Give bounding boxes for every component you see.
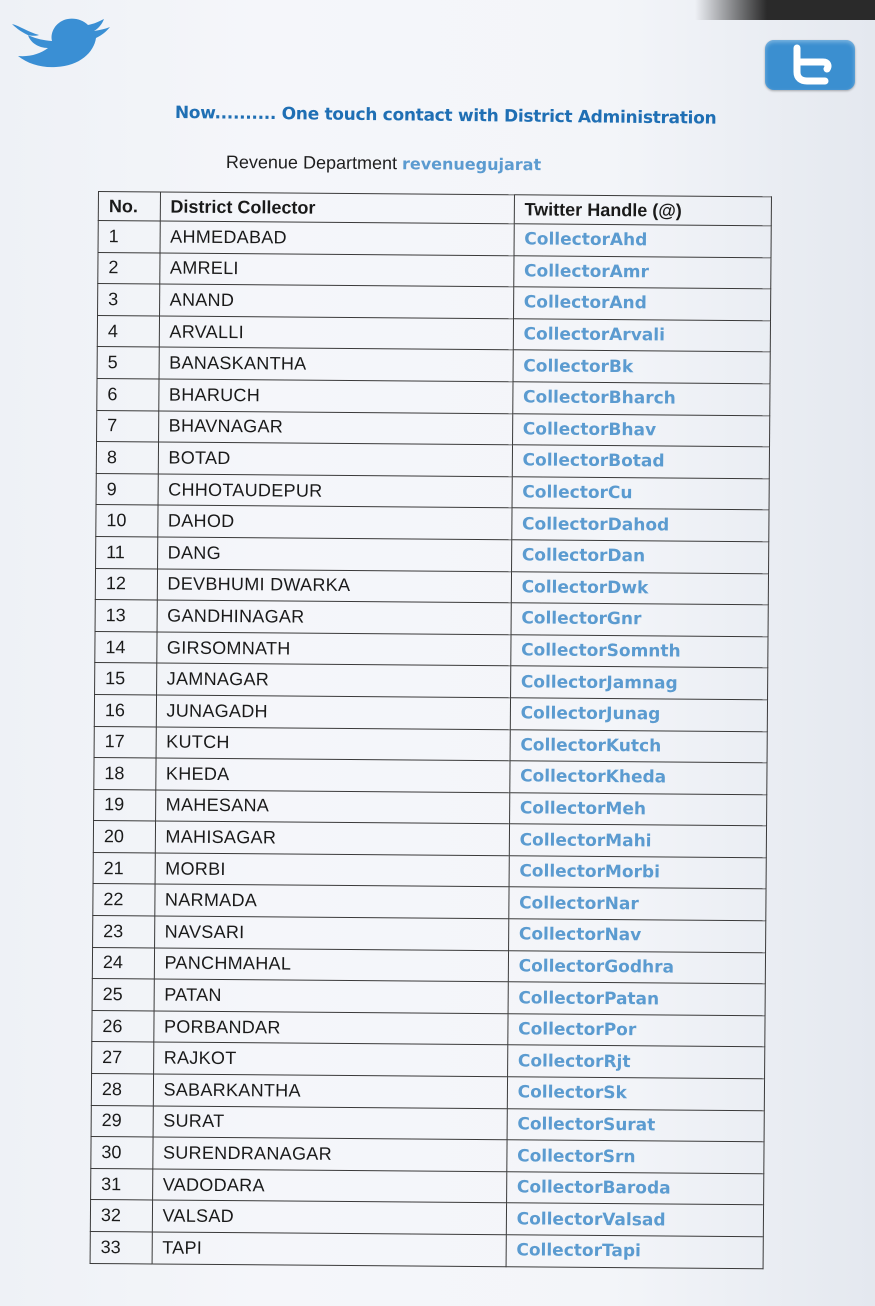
twitter-handle: CollectorAmr <box>513 255 771 289</box>
twitter-handle: CollectorSk <box>507 1077 765 1111</box>
district-name: MAHESANA <box>155 790 509 824</box>
table-row <box>97 378 770 415</box>
table-row <box>94 789 767 826</box>
district-name: MAHISAGAR <box>155 821 509 855</box>
district-name: KUTCH <box>156 726 510 760</box>
district-name: TAPI <box>152 1232 506 1266</box>
twitter-handle: CollectorBk <box>513 350 771 384</box>
column-header-handle: Twitter Handle (@) <box>514 195 772 226</box>
row-number: 8 <box>96 442 158 474</box>
collector-table <box>90 191 772 1269</box>
district-name: DEVBHUMI DWARKA <box>157 569 511 603</box>
row-number: 6 <box>97 378 159 410</box>
twitter-handle: CollectorGodhra <box>508 950 766 984</box>
department-line <box>226 152 541 175</box>
district-name: BOTAD <box>158 442 512 476</box>
twitter-handle: CollectorMahi <box>509 824 767 858</box>
district-name: ARVALLI <box>159 316 513 350</box>
twitter-handle: CollectorMorbi <box>509 856 767 890</box>
table-row <box>96 505 769 542</box>
row-number: 16 <box>94 694 156 726</box>
twitter-handle: CollectorSrn <box>507 1140 765 1174</box>
table-row <box>91 1137 764 1174</box>
photo-background-edge <box>695 0 875 20</box>
row-number: 3 <box>98 284 160 316</box>
twitter-handle: CollectorDwk <box>511 571 769 605</box>
district-name: JAMNAGAR <box>156 663 510 697</box>
page-title: Now.......... One touch contact with District Administration <box>174 103 717 129</box>
row-number: 21 <box>93 852 155 884</box>
twitter-handle: CollectorPor <box>508 1014 766 1048</box>
twitter-handle: CollectorBaroda <box>506 1172 764 1206</box>
table-row <box>96 442 769 479</box>
twitter-handle: CollectorPatan <box>508 982 766 1016</box>
table-row <box>98 252 771 289</box>
row-number: 9 <box>96 473 158 505</box>
district-name: BHARUCH <box>158 379 512 413</box>
district-name: GANDHINAGAR <box>157 600 511 634</box>
table-row <box>92 1042 765 1079</box>
table-row <box>96 536 769 573</box>
twitter-handle: CollectorDan <box>511 540 769 574</box>
row-number: 27 <box>92 1042 154 1074</box>
table-row <box>93 916 766 953</box>
row-number: 15 <box>95 663 157 695</box>
district-name: VADODARA <box>152 1169 506 1203</box>
district-name: DANG <box>157 537 511 571</box>
district-name: KHEDA <box>155 758 509 792</box>
district-name: VALSAD <box>152 1200 506 1234</box>
column-header-district: District Collector <box>160 192 514 224</box>
table-row <box>95 600 768 637</box>
twitter-handle: CollectorSomnth <box>510 634 768 668</box>
row-number: 20 <box>93 821 155 853</box>
table-row <box>93 884 766 921</box>
row-number: 23 <box>93 916 155 948</box>
twitter-handle: CollectorDahod <box>511 508 769 542</box>
row-number: 14 <box>95 631 157 663</box>
table-row <box>91 1105 764 1142</box>
district-name: CHHOTAUDEPUR <box>158 474 512 508</box>
row-number: 17 <box>94 726 156 758</box>
district-name: NAVSARI <box>154 916 508 950</box>
district-name: GIRSOMNATH <box>156 632 510 666</box>
row-number: 32 <box>90 1200 152 1232</box>
row-number: 10 <box>96 505 158 537</box>
twitter-handle: CollectorBhav <box>512 413 770 447</box>
district-name: PANCHMAHAL <box>154 948 508 982</box>
row-number: 2 <box>98 252 160 284</box>
table-row <box>95 568 768 605</box>
twitter-handle: CollectorBotad <box>512 445 770 479</box>
district-name: PATAN <box>154 979 508 1013</box>
district-name: BHAVNAGAR <box>158 411 512 445</box>
row-number: 12 <box>95 568 157 600</box>
district-name: NARMADA <box>154 884 508 918</box>
twitter-handle: CollectorTapi <box>506 1235 764 1269</box>
row-number: 19 <box>94 789 156 821</box>
table-row <box>94 758 767 795</box>
table-row <box>93 821 766 858</box>
row-number: 7 <box>97 410 159 442</box>
collector-table-container <box>90 191 772 1269</box>
table-row <box>90 1200 763 1237</box>
twitter-handle: CollectorGnr <box>511 603 769 637</box>
district-name: BANASKANTHA <box>159 347 513 381</box>
district-name: JUNAGADH <box>156 695 510 729</box>
twitter-handle: CollectorArvali <box>513 319 771 353</box>
row-number: 4 <box>97 315 159 347</box>
twitter-handle: CollectorKheda <box>509 761 767 795</box>
row-number: 13 <box>95 600 157 632</box>
twitter-handle: CollectorKutch <box>510 729 768 763</box>
district-name: MORBI <box>155 853 509 887</box>
row-number: 11 <box>96 536 158 568</box>
table-row <box>97 315 770 352</box>
row-number: 5 <box>97 347 159 379</box>
table-row <box>92 979 765 1016</box>
row-number: 26 <box>92 1010 154 1042</box>
district-name: ANAND <box>159 284 513 318</box>
twitter-handle: CollectorAhd <box>514 224 772 258</box>
table-row <box>96 473 769 510</box>
district-name: SURENDRANAGAR <box>152 1137 506 1171</box>
table-body <box>90 221 771 1269</box>
district-name: SABARKANTHA <box>153 1074 507 1108</box>
district-name: DAHOD <box>157 505 511 539</box>
twitter-bird-icon <box>8 8 128 70</box>
department-twitter-handle: revenuegujarat <box>401 154 542 175</box>
district-name: PORBANDAR <box>153 1011 507 1045</box>
district-name: RAJKOT <box>153 1042 507 1076</box>
row-number: 28 <box>91 1074 153 1106</box>
table-row <box>98 221 771 258</box>
twitter-handle: CollectorJamnag <box>510 666 768 700</box>
row-number: 1 <box>98 221 160 253</box>
twitter-handle: CollectorJunag <box>510 698 768 732</box>
table-row <box>98 284 771 321</box>
table-row <box>95 631 768 668</box>
table-row <box>97 347 770 384</box>
row-number: 33 <box>90 1231 152 1263</box>
twitter-handle: CollectorSurat <box>507 1108 765 1142</box>
table-row <box>91 1074 764 1111</box>
twitter-handle: CollectorAnd <box>513 287 771 321</box>
district-name: SURAT <box>153 1106 507 1140</box>
table-row <box>94 694 767 731</box>
table-row <box>90 1231 763 1268</box>
table-row <box>92 947 765 984</box>
table-row <box>93 852 766 889</box>
row-number: 25 <box>92 979 154 1011</box>
twitter-handle: CollectorValsad <box>506 1203 764 1237</box>
table-row <box>94 726 767 763</box>
twitter-t-icon <box>765 40 855 90</box>
column-header-number: No. <box>98 192 160 221</box>
twitter-handle: CollectorNar <box>508 887 766 921</box>
row-number: 18 <box>94 758 156 790</box>
twitter-handle: CollectorCu <box>512 477 770 511</box>
table-row <box>95 663 768 700</box>
row-number: 24 <box>92 947 154 979</box>
table-row <box>91 1168 764 1205</box>
twitter-handle: CollectorBharch <box>512 382 770 416</box>
twitter-handle: CollectorNav <box>508 919 766 953</box>
district-name: AMRELI <box>159 253 513 287</box>
twitter-handle: CollectorRjt <box>507 1045 765 1079</box>
department-name: Revenue Department <box>225 152 398 174</box>
twitter-handle: CollectorMeh <box>509 792 767 826</box>
row-number: 29 <box>91 1105 153 1137</box>
table-row <box>92 1010 765 1047</box>
row-number: 22 <box>93 884 155 916</box>
table-row <box>97 410 770 447</box>
row-number: 31 <box>91 1168 153 1200</box>
district-name: AHMEDABAD <box>160 221 514 255</box>
row-number: 30 <box>91 1137 153 1169</box>
